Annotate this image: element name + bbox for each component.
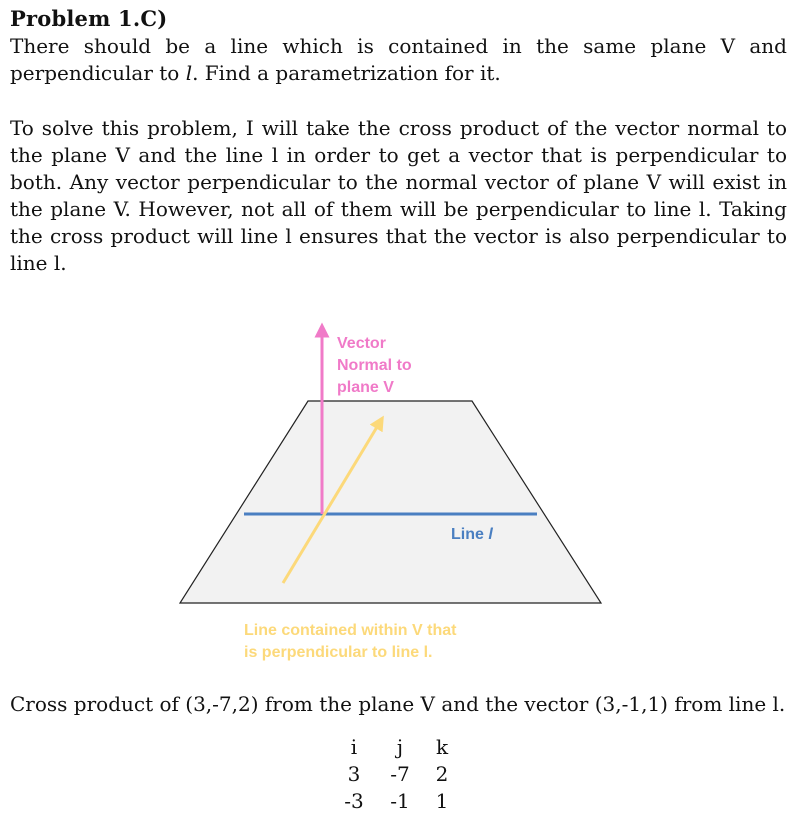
cross-product-description: Cross product of (3,-7,2) from the plane V and the vector (3,-1,1) from line l. (10, 692, 786, 716)
matrix-cell: j (396, 735, 404, 759)
normal-vector-label: Vector Normal to plane V (337, 335, 412, 396)
matrix-cell: 2 (435, 762, 449, 786)
matrix-row (336, 761, 456, 788)
matrix-row (336, 734, 456, 761)
matrix-cell: 3 (347, 762, 361, 786)
problem-statement (10, 33, 787, 87)
matrix-cell: 1 (435, 789, 449, 813)
cross-product-matrix (336, 734, 456, 815)
matrix-cell: -3 (344, 789, 364, 813)
line-l-label: Line l (451, 526, 493, 543)
contained-line-label: Line contained within V that is perpendicular to line l. (244, 622, 457, 661)
matrix-cell: -7 (390, 762, 410, 786)
line-l-variable: l (185, 61, 193, 85)
matrix-cell: i (350, 735, 358, 759)
plane-diagram (170, 318, 610, 670)
problem-statement-part-a: There should be a line which is contained in the same plane V and perpendicular to (10, 34, 787, 85)
matrix-cell: k (435, 735, 449, 759)
matrix-cell: -1 (390, 789, 410, 813)
problem-statement-part-b: . Find a parametrization for it. (192, 61, 501, 85)
matrix-row (336, 788, 456, 815)
plane-v-shape (180, 401, 601, 603)
solution-paragraph: To solve this problem, I will take the cross product of the vector normal to the plane V and the line l in order to get a vector that is perpendicular to both. Any vector perpendicular to the normal vector of plane V will exist in the plane V. However, not all of them will be perpendicular to line l. Taking the cross product will line l ensures that the vector is also perpendicular to line l. (10, 116, 787, 275)
problem-title: Problem 1.C) (10, 6, 168, 31)
